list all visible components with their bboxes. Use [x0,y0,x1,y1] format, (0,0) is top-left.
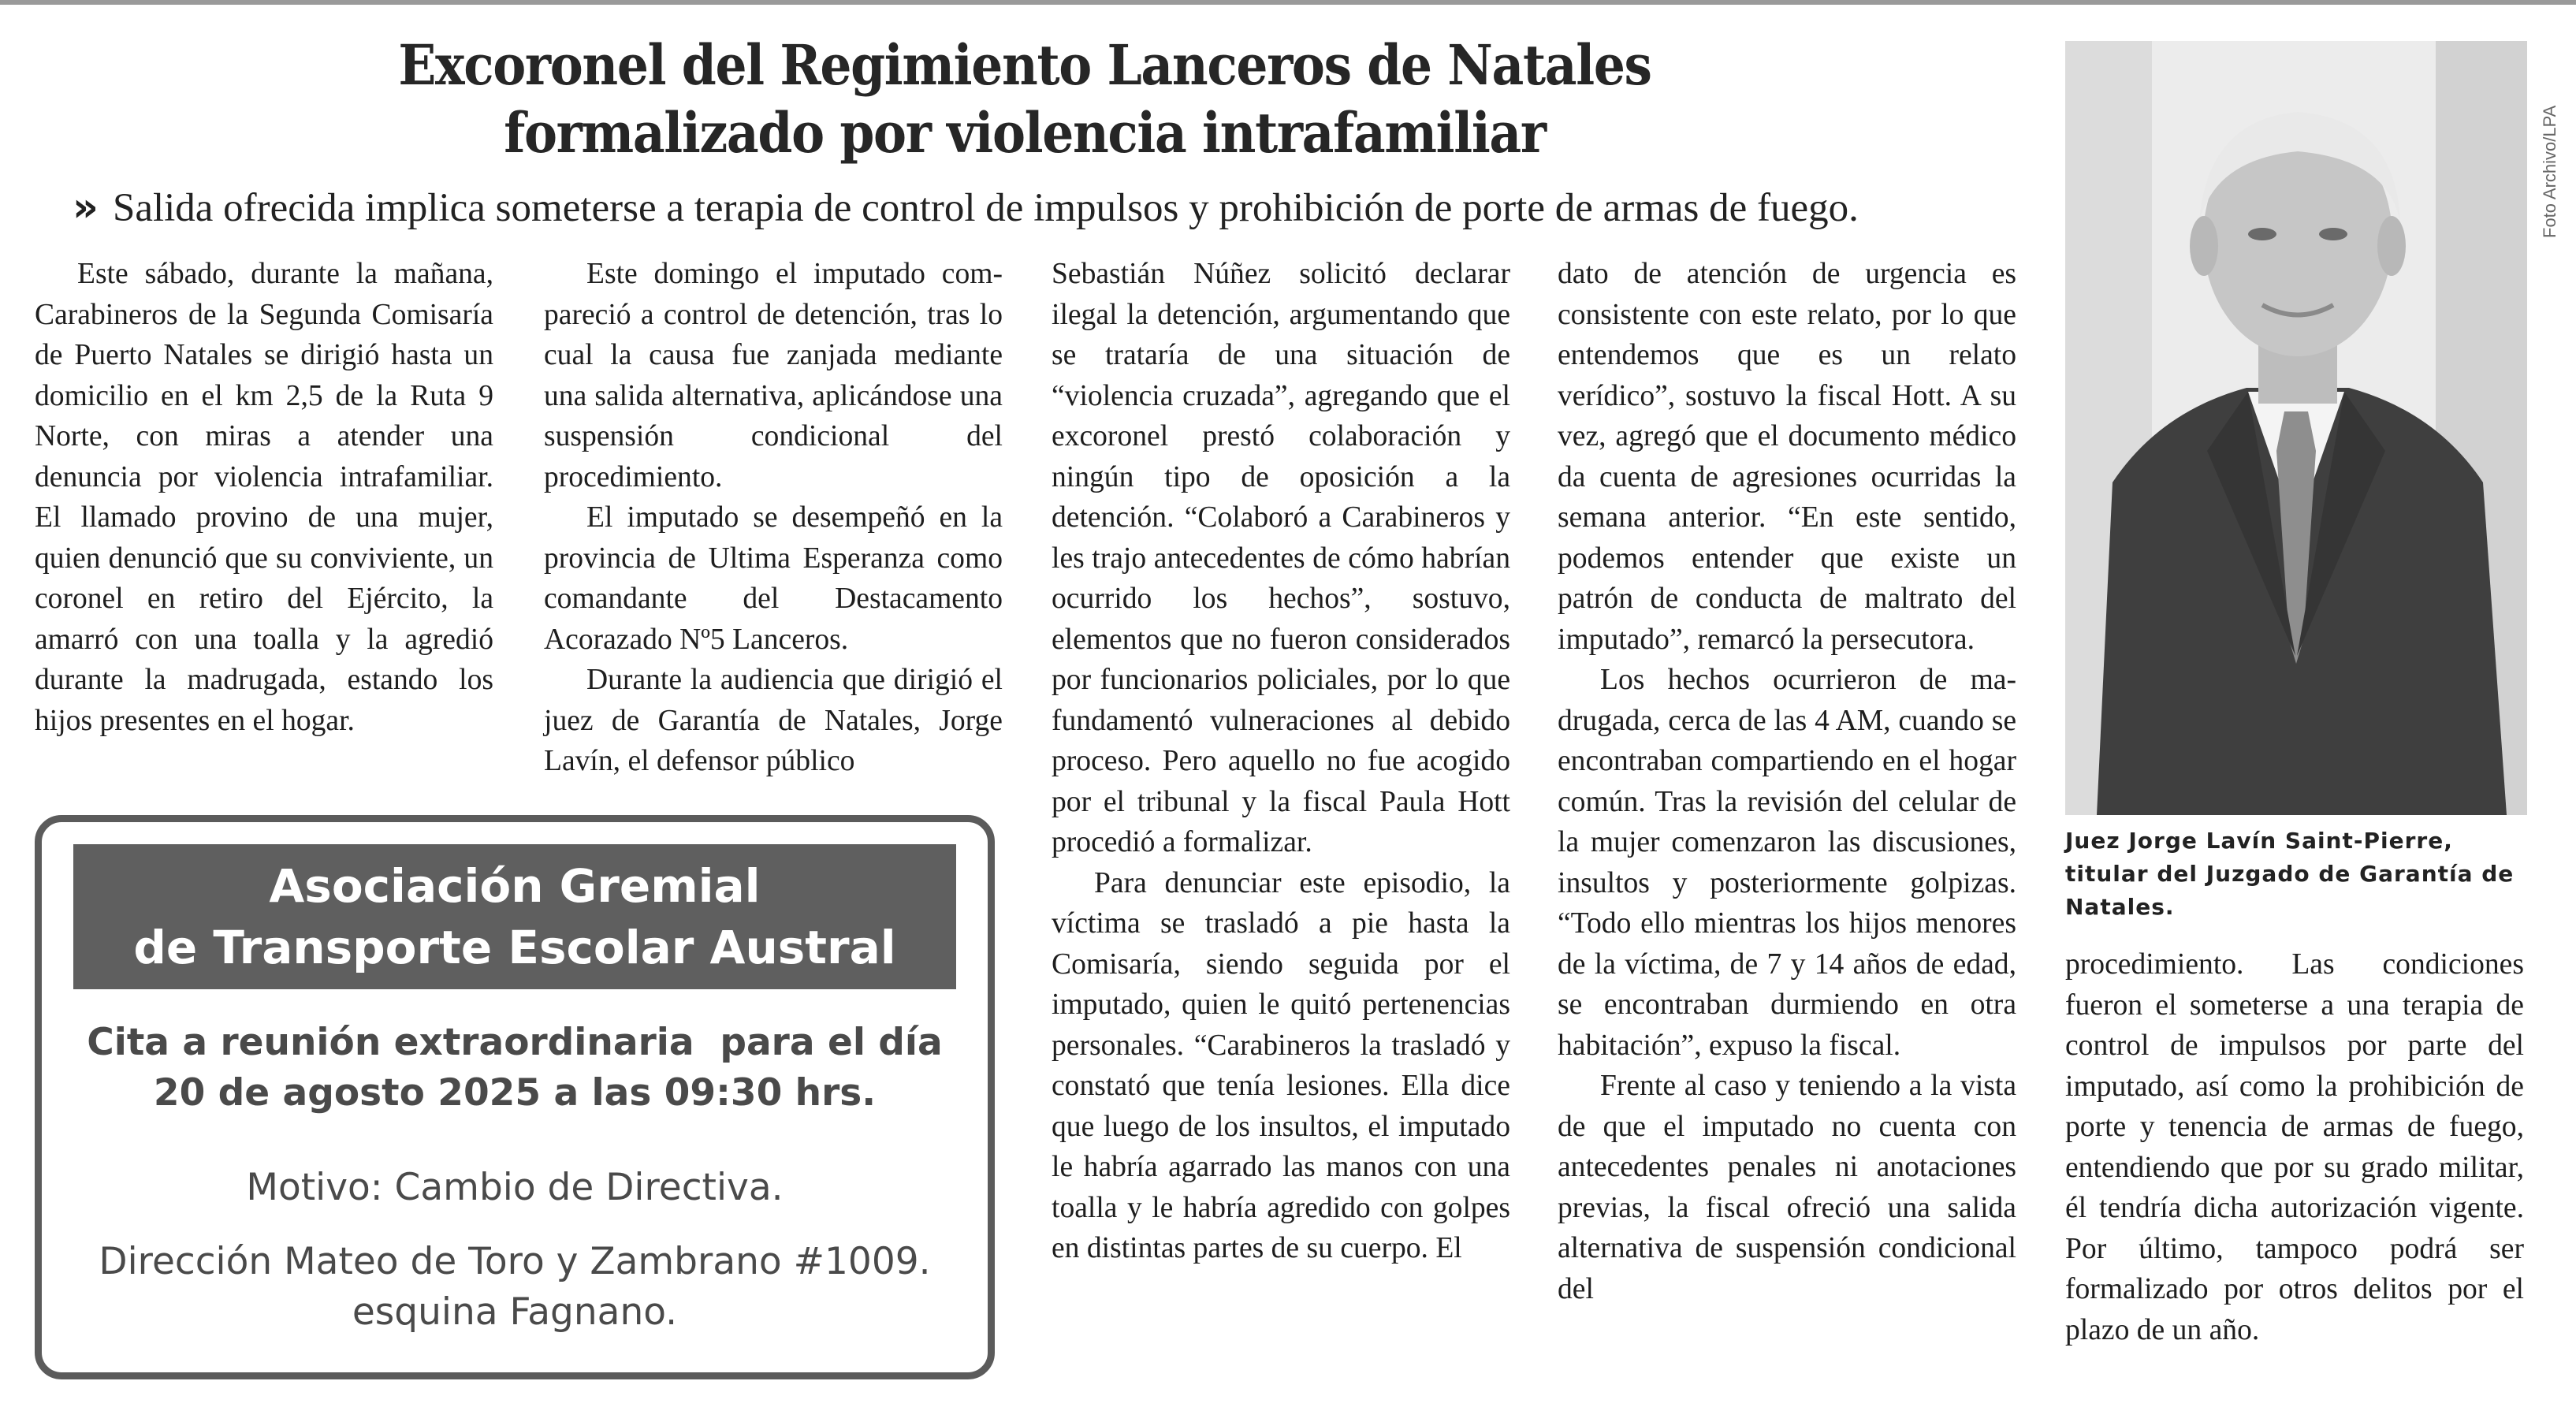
paragraph: Para denunciar este episodio, la víctima se trasladó a pie hasta la Comisaría, siendo seguida por el imputado, quien le quitó pertenencias personales. “Carabineros la trasladó y constató que tenía lesiones. Ella dice que luego de los insultos, el imputado le habría agarrado las manos con una toalla y le habría agredido con golpes en distintas partes de su cuerpo. El [1052,866,1510,1264]
caption-line-3: Natales. [2065,894,2175,920]
paragraph: Este sábado, durante la mañana, Carabineros de la Segunda Comisaría de Puerto Natales se dirigió hasta un domicilio en el km 2,5 de la Ruta 9 Norte, con miras a atender una denuncia por violencia intrafamiliar. El llamado provino de una mujer, quien denunció que su conviviente, un coronel en retiro del Ejército, la amarró con una toalla y la agredió durante la madrugada, estando los hijos presentes en el hogar. [35,258,493,737]
article-column-4 [1558,254,2016,1309]
subtitle-text: Salida ofrecida implica someterse a terapia de control de impulsos y prohibición de porte de armas de fuego. [112,186,1859,230]
paragraph: Durante la audiencia que dirigió el juez de Garantía de Natales, Jorge Lavín, el defensor público [544,664,1003,777]
paragraph: dato de atención de urgencia es consistente con este relato, por lo que entendemos que es un relato verídico”, sostuvo la fiscal Hott. A su vez, agregó que el documento médico da cuenta de agresiones ocurridas la semana anterior. “En este sentido, podemos entender que existe un patrón de conducta de maltrato del imputado”, remarcó la persecutora. [1558,258,2016,656]
ad-meeting-notice [42,1018,988,1119]
top-rule [0,0,2576,5]
ad-organization-banner [73,844,956,989]
article-column-3 [1052,254,1510,1269]
ad-address [42,1237,988,1338]
article-subtitle [73,183,2090,233]
caption-line-1: Juez Jorge Lavín Saint-Pierre, [2065,828,2453,854]
ad-cita-line-2: 20 de agosto 2025 a las 09:30 hrs. [153,1071,877,1115]
portrait-illustration [2065,41,2527,815]
article-column-1 [35,254,493,741]
photo-credit: Foto Archivo/LPA [2540,105,2559,238]
double-chevron-right-icon: » [73,184,99,231]
judge-portrait-photo [2065,41,2527,815]
advertisement-box [35,815,995,1379]
paragraph: El imputado se desempeñó en la provincia de Ultima Esperanza como comandante del Destacamento Acorazado Nº5 Lanceros. [544,501,1003,656]
ad-org-line-1: Asociación Gremial [269,859,761,913]
article-column-2 [544,254,1003,782]
ad-address-line-2: esquina Fagnano. [352,1290,678,1334]
paragraph: Sebastián Núñez solicitó declarar ilegal la detención, argumentando que se trataría de una situación de “violencia cruzada”, agregando que el excoronel prestó colaboración y ningún tipo de oposición a la detención. “Colaboró a Carabineros y les trajo antecedentes de cómo habrían ocurrido los hechos”, sostuvo, elementos que no fueron considerados por funcionarios policiales, por lo que fundamentó vulneraciones al debido proceso. Pero aquello no fue acogido por el tribunal y la fiscal Paula Hott procedió a formalizar. [1052,258,1510,858]
caption-line-2: titular del Juzgado de Garantía de [2065,861,2515,887]
ad-address-line-1: Dirección Mateo de Toro y Zambrano #1009. [99,1240,931,1283]
ad-motivo: Motivo: Cambio de Directiva. [246,1166,784,1209]
article-headline [131,32,1919,167]
ad-cita-line-1: Cita a reunión extraordinaria para el día [87,1021,943,1064]
photo-caption [2065,825,2530,924]
article-column-5 [2065,944,2524,1350]
paragraph: procedimiento. Las condiciones fueron el someterse a una terapia de control de impulsos por parte del imputado, así como la prohibición de porte y tenencia de armas de fuego, entendiendo que por su grado militar, él tendría dicha autorización vigente. Por último, tampoco podrá ser formalizado por otros delitos por el plazo de un año. [2065,948,2524,1346]
paragraph: Frente al caso y teniendo a la vista de que el imputado no cuenta con antecedentes penales ni anotaciones previas, la fiscal ofreció una salida alternativa de suspensión condicional del [1558,1070,2016,1305]
ad-org-line-2: de Transporte Escolar Austral [133,921,896,974]
headline-line-2: formalizado por violencia intrafamiliar [504,100,1546,166]
paragraph: Este domingo el imputado compareció a control de detención, tras lo cual la causa fue zanjada mediante una salida alternativa, aplicándose una suspensión condicional del procedimiento. [544,258,1003,493]
paragraph: Los hechos ocurrieron de madrugada, cerca de las 4 AM, cuando se encontraban compartiendo en el hogar común. Tras la revisión del celular de la mujer comenzaron las discusiones, insultos y posteriormente golpizas. “Todo ello mientras los hijos menores de la víctima, de 7 y 14 años de edad, se encontraban durmiendo en otra habitación”, expuso la fiscal. [1558,664,2016,1062]
headline-line-1: Excoronel del Regimiento Lanceros de Natales [398,32,1651,98]
